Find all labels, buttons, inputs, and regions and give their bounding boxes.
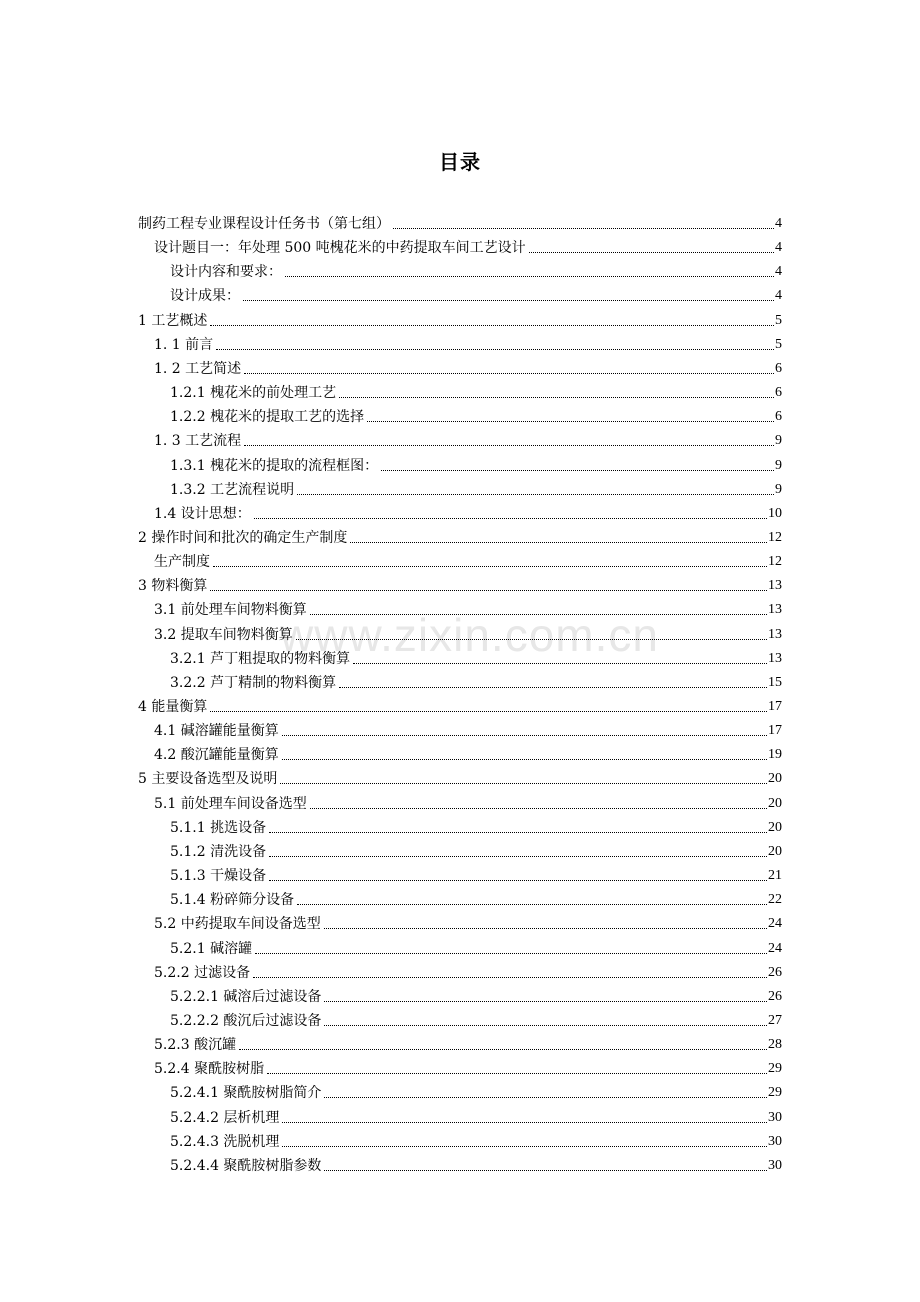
toc-leader-dots (216, 348, 774, 350)
toc-entry-title: 5.2.2.2 酸沉后过滤设备 (170, 1012, 322, 1029)
toc-leader-dots (529, 251, 774, 253)
toc-entry[interactable] (154, 740, 782, 764)
toc-leader-dots (324, 1096, 767, 1098)
toc-entry[interactable] (170, 1006, 782, 1030)
toc-entry-title: 5.2.4.3 洗脱机理 (170, 1133, 280, 1150)
toc-entry-title: 生产制度 (154, 554, 210, 571)
toc-leader-dots (297, 903, 767, 905)
page-title: 目录 (439, 150, 481, 174)
toc-entry-title: 3.1 前处理车间物料衡算 (154, 602, 307, 619)
toc-entry-title: 5.1.3 干燥设备 (170, 868, 267, 885)
toc-leader-dots (310, 807, 767, 809)
toc-leader-dots (210, 589, 767, 591)
toc-entry[interactable] (170, 644, 782, 668)
toc-leader-dots (350, 541, 767, 543)
toc-entry[interactable] (170, 1103, 782, 1127)
toc-page-number: 26 (768, 988, 782, 1004)
toc-entry-title: 1.3.1 槐花米的提取的流程框图： (170, 457, 379, 474)
toc-entry[interactable] (154, 233, 782, 257)
toc-leader-dots (267, 1072, 767, 1074)
toc-entry-title: 5.2.1 碱溶罐 (170, 940, 253, 957)
toc-entry-title: 5.2.2.1 碱溶后过滤设备 (170, 988, 322, 1005)
toc-page-number: 9 (775, 481, 782, 497)
toc-entry-title: 1. 1 前言 (154, 336, 214, 353)
toc-entry-title: 5.1.2 清洗设备 (170, 843, 267, 860)
toc-leader-dots (296, 638, 767, 640)
toc-leader-dots (244, 444, 774, 446)
toc-page-number: 21 (768, 868, 782, 884)
toc-leader-dots (367, 420, 774, 422)
toc-entry-title: 1. 3 工艺流程 (154, 433, 242, 450)
toc-page-number: 19 (768, 747, 782, 763)
toc-page-number: 15 (768, 674, 782, 690)
toc-page-number: 17 (768, 723, 782, 739)
toc-leader-dots (239, 1048, 767, 1050)
toc-entry-title: 5.2.4.2 层析机理 (170, 1109, 280, 1126)
toc-page-number: 30 (768, 1109, 782, 1125)
toc-entry-title: 1. 2 工艺简述 (154, 360, 242, 377)
toc-leader-dots (381, 469, 774, 471)
toc-entry-title: 5.1.4 粉碎筛分设备 (170, 892, 295, 909)
toc-entry-title: 3.2.1 芦丁粗提取的物料衡算 (170, 650, 351, 667)
toc-leader-dots (282, 734, 767, 736)
toc-leader-dots (393, 227, 774, 229)
toc-leader-dots (339, 686, 767, 688)
toc-leader-dots (324, 1000, 767, 1002)
toc-leader-dots (324, 1169, 767, 1171)
toc-page-number: 26 (768, 964, 782, 980)
toc-leader-dots (269, 879, 767, 881)
watermark: www.zixin.com.cn (280, 609, 659, 661)
toc-entry[interactable] (154, 547, 782, 571)
toc-page-number: 4 (775, 288, 782, 304)
toc-leader-dots (269, 855, 767, 857)
toc-leader-dots (210, 710, 767, 712)
toc-entry[interactable] (170, 1078, 782, 1102)
toc-page-number: 29 (768, 1085, 782, 1101)
toc-entry[interactable] (154, 354, 782, 378)
toc-leader-dots (254, 517, 767, 519)
toc-entry[interactable] (154, 716, 782, 740)
toc-page-number: 28 (768, 1037, 782, 1053)
toc-page-number: 5 (775, 336, 782, 352)
toc-entry-title: 制药工程专业课程设计任务书（第七组） (138, 216, 390, 232)
toc-entry-title: 5 主要设备选型及说明 (138, 771, 278, 788)
toc-leader-dots (282, 758, 767, 760)
toc-entry[interactable] (170, 281, 782, 305)
toc-page-number: 12 (768, 529, 782, 545)
toc-entry[interactable] (154, 330, 782, 354)
toc-entry[interactable] (154, 789, 782, 813)
toc-entry[interactable] (154, 958, 782, 982)
toc-page-number: 6 (775, 360, 782, 376)
toc-entry[interactable] (154, 620, 782, 644)
toc-entry-title: 1.4 设计思想： (154, 505, 251, 522)
toc-leader-dots (280, 782, 767, 784)
toc-page-number: 9 (775, 433, 782, 449)
toc-leader-dots (244, 372, 774, 374)
toc-entry[interactable] (154, 499, 782, 523)
toc-leader-dots (255, 952, 767, 954)
toc-leader-dots (297, 493, 774, 495)
toc-page-number: 13 (768, 650, 782, 666)
toc-page-number: 20 (768, 843, 782, 859)
toc-leader-dots (282, 1121, 767, 1123)
toc-entry[interactable] (154, 426, 782, 450)
toc-entry[interactable] (170, 837, 782, 861)
toc-entry-title: 设计内容和要求： (170, 264, 282, 281)
toc-page-number: 24 (768, 940, 782, 956)
toc-entry[interactable] (170, 1127, 782, 1151)
toc-leader-dots (353, 662, 767, 664)
toc-entry-title: 设计题目一：年处理 500 吨槐花米的中药提取车间工艺设计 (154, 240, 526, 257)
toc-page-number: 29 (768, 1061, 782, 1077)
toc-page-number: 27 (768, 1012, 782, 1028)
toc-entry-title: 5.2.4.4 聚酰胺树脂参数 (170, 1157, 322, 1174)
toc-page-number: 4 (775, 216, 782, 231)
toc-entry-title: 3.2 提取车间物料衡算 (154, 626, 293, 643)
toc-page-number: 6 (775, 409, 782, 425)
toc-leader-dots (339, 396, 774, 398)
toc-page-number: 13 (768, 626, 782, 642)
toc-page-number: 24 (768, 916, 782, 932)
toc-page-number: 4 (775, 240, 782, 256)
toc-entry[interactable] (154, 595, 782, 619)
toc-page-number: 20 (768, 795, 782, 811)
toc-entry[interactable] (138, 306, 782, 330)
toc-entry[interactable] (170, 668, 782, 692)
toc-entry-title: 设计成果： (170, 288, 240, 305)
toc-page-number: 6 (775, 385, 782, 401)
toc-entry-title: 5.1.1 挑选设备 (170, 819, 267, 836)
toc-entry-title: 1.2.2 槐花米的提取工艺的选择 (170, 409, 365, 426)
toc-entry[interactable] (138, 571, 782, 595)
toc-entry[interactable] (154, 1030, 782, 1054)
toc-entry[interactable] (138, 523, 782, 547)
toc-entry[interactable] (138, 764, 782, 788)
toc-entry-title: 3.2.2 芦丁精制的物料衡算 (170, 674, 337, 691)
toc-page-number: 13 (768, 602, 782, 618)
toc-leader-dots (210, 324, 774, 326)
toc-page-number: 13 (768, 578, 782, 594)
toc-entry-title: 5.2.4 聚酰胺树脂 (154, 1061, 265, 1078)
toc-entry-title: 5.2.2 过滤设备 (154, 964, 251, 981)
toc-page-number: 9 (775, 457, 782, 473)
toc-entry[interactable] (170, 475, 782, 499)
toc-entry[interactable] (170, 451, 782, 475)
toc-entry[interactable] (154, 909, 782, 933)
toc-page-number: 20 (768, 819, 782, 835)
toc-entry[interactable] (138, 209, 782, 233)
toc-leader-dots (324, 1024, 767, 1026)
toc-entry[interactable] (170, 934, 782, 958)
toc-page-number: 30 (768, 1157, 782, 1173)
toc-entry[interactable] (170, 378, 782, 402)
toc-leader-dots (243, 299, 774, 301)
toc-entry-title: 5.2 中药提取车间设备选型 (154, 916, 321, 933)
toc-entry-title: 1.2.1 槐花米的前处理工艺 (170, 385, 337, 402)
toc-entry[interactable] (170, 402, 782, 426)
toc-entry[interactable] (170, 813, 782, 837)
toc-entry-title: 4.2 酸沉罐能量衡算 (154, 747, 279, 764)
toc-entry-title: 5.2.3 酸沉罐 (154, 1037, 237, 1054)
toc-page-number: 12 (768, 554, 782, 570)
toc-page-number: 10 (768, 505, 782, 521)
toc-entry[interactable] (154, 1054, 782, 1078)
toc-page-number: 30 (768, 1133, 782, 1149)
toc-leader-dots (253, 976, 767, 978)
toc-page-number: 5 (775, 312, 782, 328)
toc-page-number: 22 (768, 892, 782, 908)
toc-entry-title: 5.1 前处理车间设备选型 (154, 795, 307, 812)
toc-entry-title: 5.2.4.1 聚酰胺树脂简介 (170, 1085, 322, 1102)
toc-leader-dots (282, 1145, 767, 1147)
toc-page-number: 4 (775, 264, 782, 280)
toc-entry-title: 1.3.2 工艺流程说明 (170, 481, 295, 498)
toc-page-number: 20 (768, 771, 782, 787)
toc-entry-title: 4 能量衡算 (138, 699, 208, 715)
toc-entry[interactable] (170, 1151, 782, 1175)
toc-entry[interactable] (170, 861, 782, 885)
toc-page-number: 17 (768, 699, 782, 714)
toc-entry-title: 2 操作时间和批次的确定生产制度 (138, 529, 348, 546)
toc-entry[interactable] (138, 692, 782, 716)
toc-entry[interactable] (170, 982, 782, 1006)
toc-entry[interactable] (170, 885, 782, 909)
toc-leader-dots (285, 275, 774, 277)
toc-leader-dots (213, 565, 767, 567)
toc-entry-title: 3 物料衡算 (138, 578, 208, 595)
toc-entry[interactable] (170, 257, 782, 281)
toc-leader-dots (269, 831, 767, 833)
toc-entry-title: 4.1 碱溶罐能量衡算 (154, 723, 279, 740)
toc-leader-dots (324, 927, 767, 929)
toc-entry-title: 1 工艺概述 (138, 312, 208, 329)
toc-leader-dots (310, 613, 767, 615)
